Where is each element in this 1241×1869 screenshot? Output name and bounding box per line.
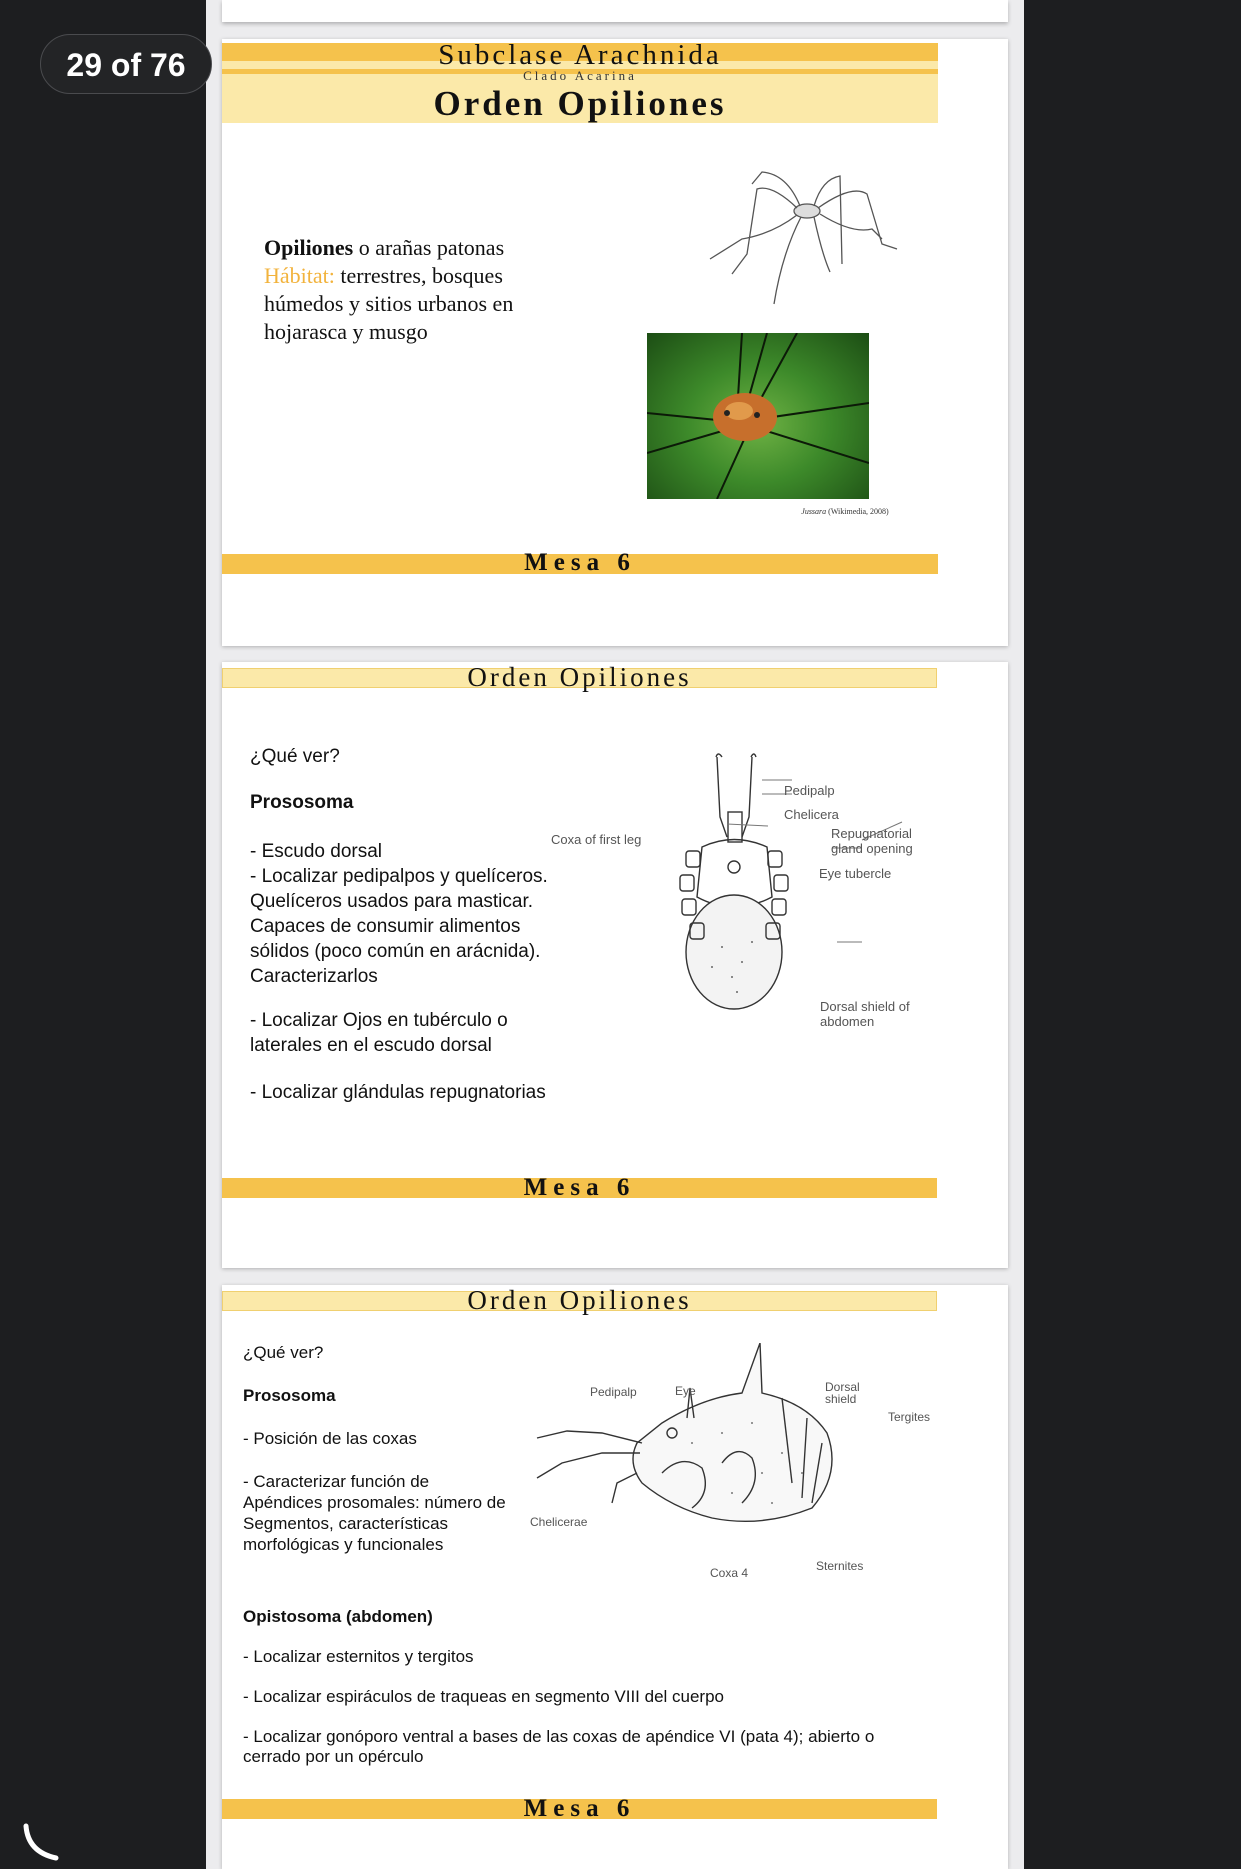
bullet-line: - Localizar pedipalpos y quelíceros. — [250, 866, 548, 887]
subclass-heading: Subclase Arachnida — [438, 39, 722, 71]
table-label: Mesa 6 — [523, 1795, 636, 1819]
page-indicator: 29 of 76 — [40, 34, 212, 94]
intro-bold: Opiliones — [264, 235, 354, 260]
bullet-line: Caracterizarlos — [250, 966, 378, 987]
eyes-bullet — [250, 1008, 508, 1058]
slide-title: Orden Opiliones — [467, 662, 692, 692]
habitat-line4: hojarasca y musgo — [264, 319, 428, 344]
harvestman-sketch-illustration — [702, 164, 902, 314]
bullet-line: Apéndices prosomales: número de — [243, 1493, 506, 1512]
previous-page-edge — [222, 0, 1008, 22]
table-label: Mesa 6 — [523, 1174, 636, 1198]
photo-credit-author: Jussara — [801, 507, 827, 516]
photo-credit-source: (Wikimedia, 2008) — [826, 507, 889, 516]
order-title: Orden Opiliones — [433, 84, 727, 123]
intro-rest: o arañas patonas — [353, 235, 505, 260]
rounded-corner-arc-icon — [22, 1822, 62, 1862]
bullet-line: - Caracterizar función de — [243, 1472, 430, 1491]
photo-credit — [745, 507, 945, 516]
bullet-line: cerrado por un opérculo — [243, 1747, 424, 1766]
section-heading: Prososoma — [243, 1386, 336, 1405]
label-line: Dorsal shield of — [820, 999, 910, 1014]
slide-page-30 — [222, 662, 1008, 1268]
bullet-line: Capaces de consumir alimentos — [250, 916, 521, 937]
label-sternites: Sternites — [816, 1559, 864, 1573]
label-eye-tubercle: Eye tubercle — [819, 866, 892, 881]
clade-subheading: Clado Acarina — [523, 68, 637, 83]
bullet-line: Quelíceros usados para masticar. — [250, 891, 534, 912]
label-coxa-4: Coxa 4 — [710, 1566, 749, 1580]
glands-bullet: - Localizar glándulas repugnatorias — [250, 1082, 546, 1103]
slide-page-29 — [222, 39, 1008, 646]
label-line: Repugnatorial — [831, 826, 912, 841]
slide-title: Orden Opiliones — [467, 1285, 692, 1315]
habitat-line3: húmedos y sitios urbanos en — [264, 291, 514, 316]
label-pedipalp: Pedipalp — [784, 783, 835, 798]
label-line: gland opening — [831, 841, 913, 856]
question-heading: ¿Qué ver? — [243, 1343, 324, 1362]
bullet-line: sólidos (poco común en arácnida). — [250, 941, 541, 962]
label-line: shield — [825, 1392, 857, 1406]
sternites-bullet: - Localizar esternitos y tergitos — [243, 1647, 474, 1666]
bullet-line: morfológicas y funcionales — [243, 1535, 444, 1554]
lateral-view-diagram — [522, 1343, 862, 1543]
label-dorsal-shield — [825, 1381, 860, 1405]
section-heading: Prososoma — [250, 792, 354, 813]
appendage-bullet — [243, 1471, 506, 1555]
label-dorsal-shield — [820, 999, 910, 1029]
label-chelicera: Chelicera — [784, 807, 839, 822]
label-pedipalp: Pedipalp — [590, 1385, 637, 1399]
label-line: abdomen — [820, 1014, 875, 1029]
spiracles-bullet: - Localizar espiráculos de traqueas en segmento VIII del cuerpo — [243, 1687, 724, 1706]
coxas-bullet: - Posición de las coxas — [243, 1429, 417, 1448]
label-coxa-first-leg: Coxa of first leg — [551, 832, 642, 847]
slide-page-31 — [222, 1285, 1008, 1869]
bullet-line: laterales en el escudo dorsal — [250, 1035, 492, 1056]
bullet-line: - Escudo dorsal — [250, 841, 383, 862]
label-repugnatorial-gland — [831, 826, 913, 856]
opisthosoma-heading: Opistosoma (abdomen) — [243, 1607, 433, 1626]
bullet-line: Segmentos, características — [243, 1514, 449, 1533]
gonopore-bullet — [243, 1727, 874, 1767]
habitat-rest: terrestres, bosques — [334, 263, 503, 288]
label-line: Dorsal — [825, 1380, 860, 1394]
bullet-line: - Localizar gonóporo ventral a bases de las coxas de apéndice VI (pata 4); abierto o — [243, 1727, 875, 1746]
label-chelicerae: Chelicerae — [530, 1515, 588, 1529]
label-tergites: Tergites — [888, 1410, 931, 1424]
question-heading: ¿Qué ver? — [250, 746, 340, 767]
harvestman-photo — [647, 333, 869, 499]
bullet-line: - Localizar Ojos en tubérculo o — [250, 1010, 508, 1031]
habitat-label: Hábitat: — [264, 263, 335, 288]
label-eye: Eye — [675, 1384, 696, 1398]
table-label: Mesa 6 — [524, 549, 636, 574]
intro-text — [264, 234, 513, 346]
prosoma-bullets — [250, 839, 548, 989]
